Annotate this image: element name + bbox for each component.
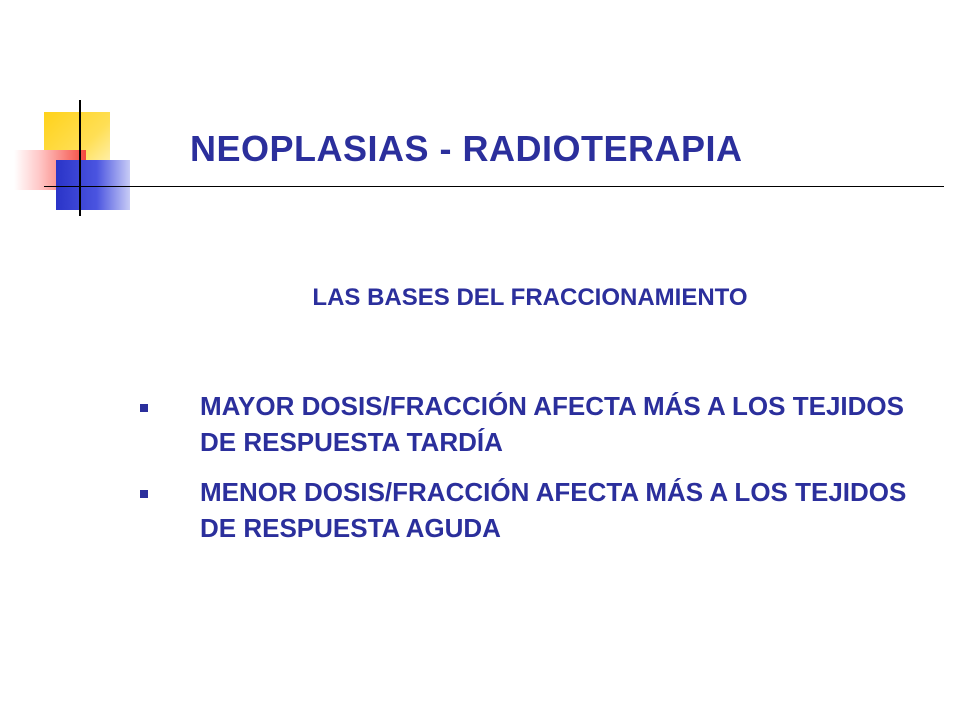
slide-subtitle: LAS BASES DEL FRACCIONAMIENTO (312, 284, 748, 311)
square-bullet-icon (140, 490, 148, 498)
bullet-text: MAYOR DOSIS/FRACCIÓN AFECTA MÁS A LOS TEJIDOS DE RESPUESTA TARDÍA (200, 391, 904, 457)
bullet-text: MENOR DOSIS/FRACCIÓN AFECTA MÁS A LOS TEJIDOS DE RESPUESTA AGUDA (200, 477, 907, 543)
slide-title: NEOPLASIAS - RADIOTERAPIA (190, 128, 743, 169)
decoration-vertical-line (79, 100, 81, 216)
square-bullet-icon (140, 404, 148, 412)
bullet-list (134, 388, 934, 560)
title-underline (44, 186, 944, 187)
list-item (134, 388, 934, 460)
list-item (134, 474, 934, 546)
decoration-blue-square (56, 160, 130, 210)
